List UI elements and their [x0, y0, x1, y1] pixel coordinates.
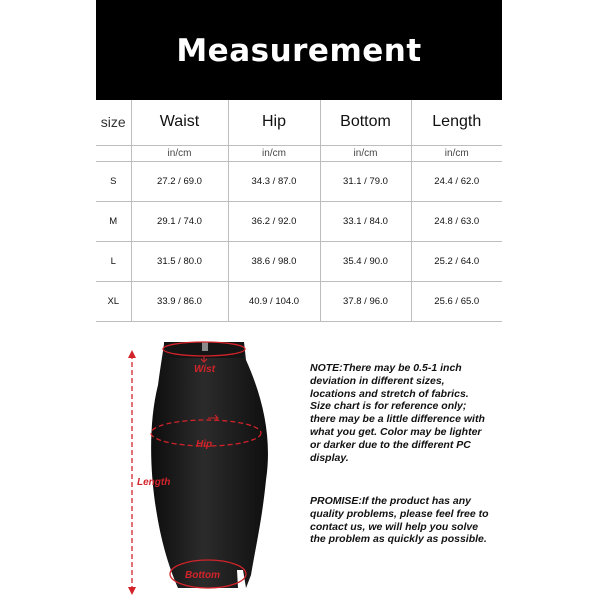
unit-cell: in/cm [411, 145, 502, 161]
header-banner [96, 0, 502, 100]
table-row [96, 241, 502, 281]
column-header-length: Length [411, 100, 502, 145]
bottom-cell: 33.1 / 84.0 [320, 201, 411, 241]
column-header-waist: Waist [131, 100, 228, 145]
size-cell: L [96, 241, 131, 281]
size-chart-table [96, 100, 502, 322]
table-row [96, 281, 502, 321]
waist-cell: 27.2 / 69.0 [131, 161, 228, 201]
length-arrow-bottom-icon [128, 587, 136, 595]
size-cell: XL [96, 281, 131, 321]
unit-cell: in/cm [228, 145, 320, 161]
hip-label: Hip [196, 439, 213, 450]
length-cell: 25.2 / 64.0 [411, 241, 502, 281]
waist-cell: 31.5 / 80.0 [131, 241, 228, 281]
skirt-image [151, 342, 268, 588]
length-label: Length [137, 477, 171, 488]
size-cell: M [96, 201, 131, 241]
bottom-cell: 31.1 / 79.0 [320, 161, 411, 201]
hip-cell: 38.6 / 98.0 [228, 241, 320, 281]
size-cell: S [96, 161, 131, 201]
table-row [96, 201, 502, 241]
bottom-cell: 37.8 / 96.0 [320, 281, 411, 321]
waist-cell: 33.9 / 86.0 [131, 281, 228, 321]
skirt-diagram [96, 330, 306, 600]
length-arrow-top-icon [128, 350, 136, 358]
hip-cell: 34.3 / 87.0 [228, 161, 320, 201]
unit-cell: in/cm [131, 145, 228, 161]
length-cell: 24.4 / 62.0 [411, 161, 502, 201]
unit-cell-empty [96, 145, 131, 161]
length-cell: 25.6 / 65.0 [411, 281, 502, 321]
hip-cell: 36.2 / 92.0 [228, 201, 320, 241]
bottom-cell: 35.4 / 90.0 [320, 241, 411, 281]
column-header-bottom: Bottom [320, 100, 411, 145]
bottom-label: Bottom [185, 570, 220, 581]
zipper-tab [202, 342, 208, 351]
size-column-header: size [96, 100, 131, 145]
column-header-hip: Hip [228, 100, 320, 145]
unit-cell: in/cm [320, 145, 411, 161]
promise-text: PROMISE:If the product has any quality problems, please feel free to contact us, we will help you solve the problem as quickly as possible. [310, 495, 489, 546]
unit-row [96, 145, 502, 161]
length-cell: 24.8 / 63.0 [411, 201, 502, 241]
hip-cell: 40.9 / 104.0 [228, 281, 320, 321]
table-row [96, 161, 502, 201]
table-header-row [96, 100, 502, 145]
page-title: Measurement [176, 33, 422, 69]
note-text: NOTE:There may be 0.5-1 inch deviation in different sizes, locations and stretch of fabrics. Size chart is for reference only; there may be a little difference with what you get. Color may be lighter or darker due to the different PC display. [310, 362, 485, 464]
waist-cell: 29.1 / 74.0 [131, 201, 228, 241]
wist-label: Wist [194, 364, 216, 375]
